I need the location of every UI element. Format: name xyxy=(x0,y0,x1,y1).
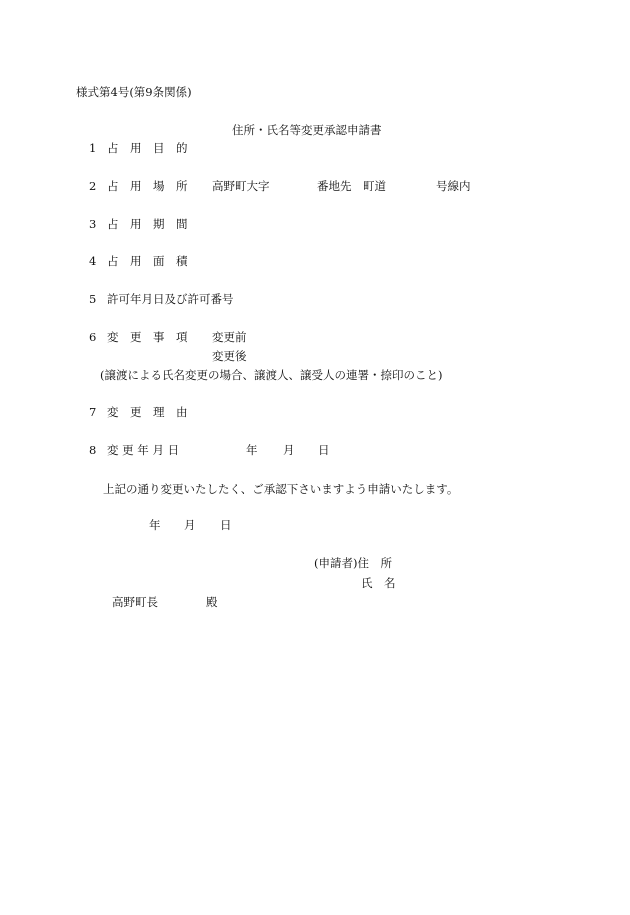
applicant-name-label: 氏 名 xyxy=(361,576,396,590)
item1-number: 1 xyxy=(89,141,97,155)
change-before: 変更前 xyxy=(212,330,247,344)
change-day: 日 xyxy=(318,443,330,457)
place-route: 号線内 xyxy=(436,179,471,193)
item2-number: 2 xyxy=(89,179,97,193)
item5-label: 許可年月日及び許可番号 xyxy=(107,292,234,306)
place-banchi: 番地先 町道 xyxy=(317,179,386,193)
item7-number: 7 xyxy=(89,405,97,419)
addressee-honorific: 殿 xyxy=(206,595,218,609)
item8-number: 8 xyxy=(89,443,97,457)
item1-label: 占 用 目 的 xyxy=(107,141,188,155)
item3-label: 占 用 期 間 xyxy=(107,217,188,231)
date-year: 年 xyxy=(149,518,161,532)
item2-label: 占 用 場 所 xyxy=(107,179,188,193)
item8-label: 変 更 年 月 日 xyxy=(107,443,180,457)
statement: 上記の通り変更いたしたく、ご承認下さいますよう申請いたします。 xyxy=(103,482,459,496)
item3-number: 3 xyxy=(89,217,97,231)
date-day: 日 xyxy=(220,518,232,532)
item4-number: 4 xyxy=(89,254,97,268)
addressee-name: 高野町長 xyxy=(112,595,158,609)
item6-label: 変 更 事 項 xyxy=(107,330,188,344)
applicant-address-label: (申請者)住 所 xyxy=(314,556,392,570)
item7-label: 変 更 理 由 xyxy=(107,405,188,419)
item4-label: 占 用 面 積 xyxy=(107,254,188,268)
item6-number: 6 xyxy=(89,330,97,344)
change-after: 変更後 xyxy=(212,349,247,363)
form-title: 住所・氏名等変更承認申請書 xyxy=(232,123,382,137)
item5-number: 5 xyxy=(89,292,97,306)
form-label: 様式第4号(第9条関係) xyxy=(76,85,192,99)
change-month: 月 xyxy=(283,443,295,457)
transfer-note: (譲渡による氏名変更の場合、譲渡人、譲受人の連署・捺印のこと) xyxy=(100,368,443,382)
place-prefix: 高野町大字 xyxy=(212,179,270,193)
date-month: 月 xyxy=(184,518,196,532)
change-year: 年 xyxy=(246,443,258,457)
